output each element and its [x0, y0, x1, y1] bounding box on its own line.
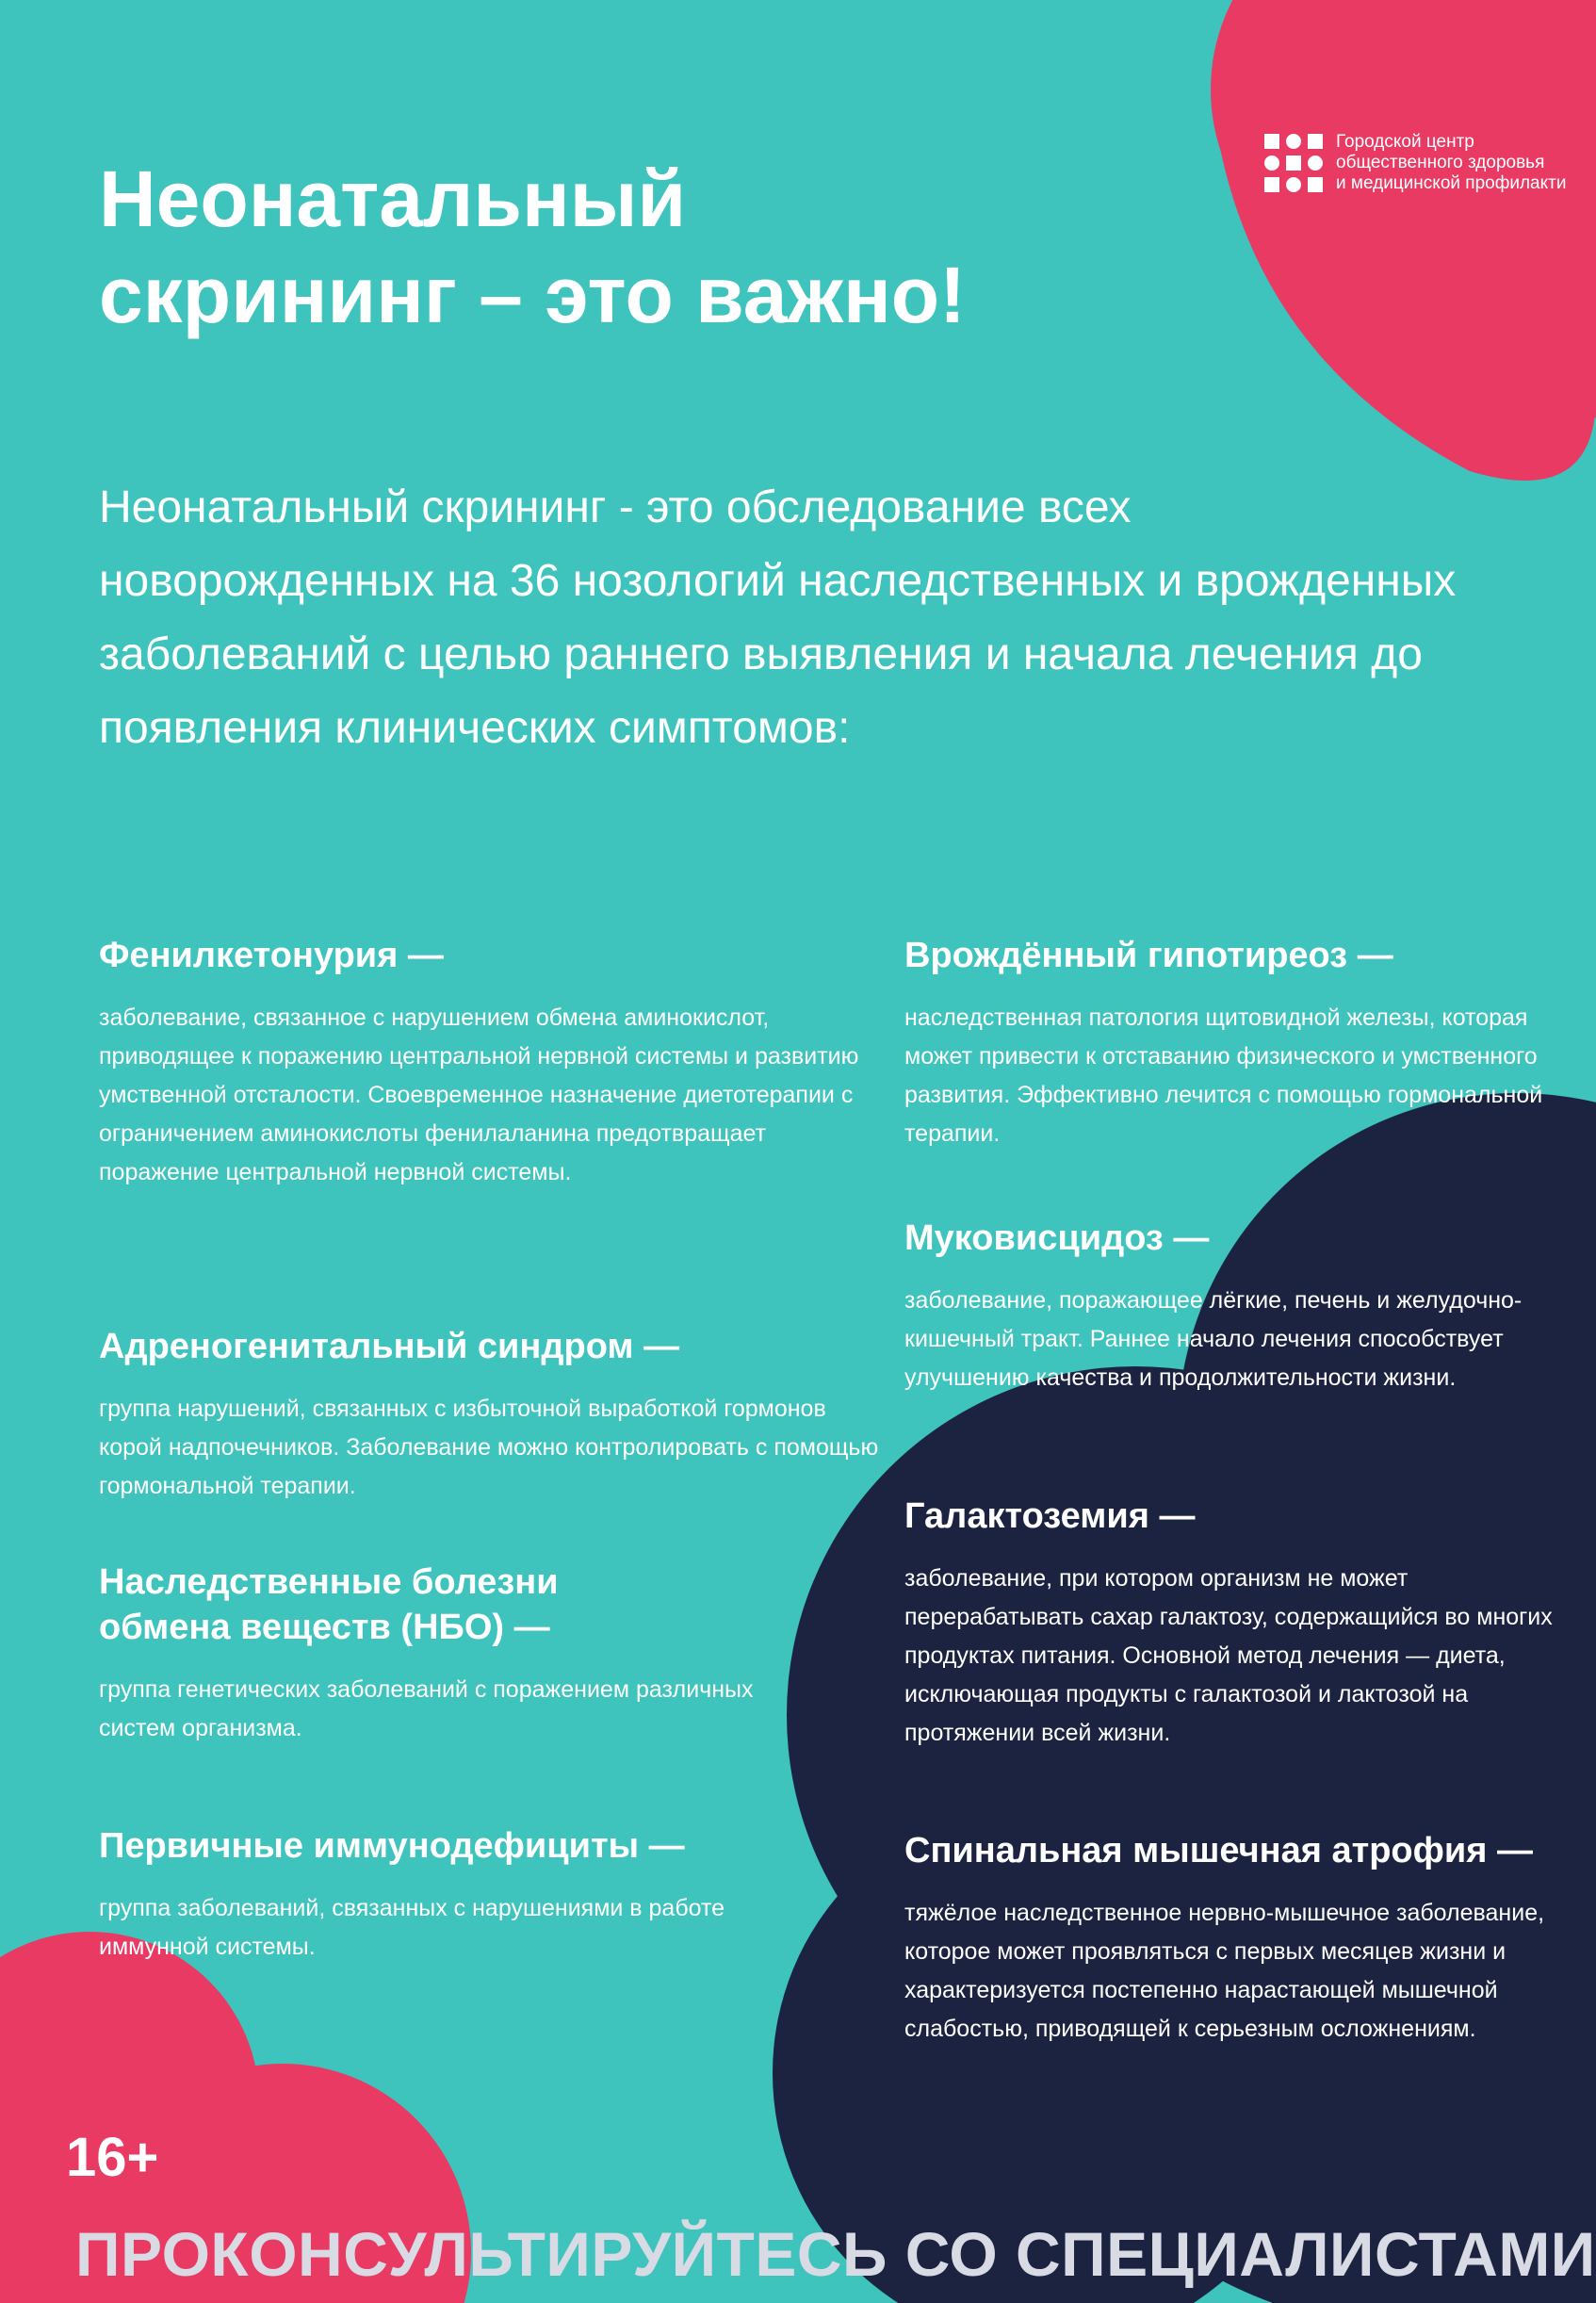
- city-center-logo-icon: [1262, 132, 1325, 194]
- disease-item-phenylketonuria: [99, 933, 881, 1192]
- disease-heading: Спинальная мышечная атрофия —: [904, 1831, 1533, 1870]
- disease-item-hypothyroidism: [904, 933, 1592, 1153]
- disease-item-galactosemia: [904, 1494, 1592, 1753]
- disease-heading: Галактоземия —: [904, 1496, 1196, 1536]
- page-title: [99, 151, 966, 343]
- disease-heading: Муковисцидоз —: [904, 1218, 1210, 1258]
- disease-item-nbo: [99, 1560, 754, 1748]
- disease-item-cystic-fibrosis: [904, 1216, 1592, 1397]
- age-rating: 16+: [66, 2127, 159, 2188]
- organization-logo: [1262, 132, 1566, 194]
- logo-line-1: Городской центр: [1336, 132, 1474, 152]
- title-line-2: скрининг – это важно!: [99, 251, 966, 339]
- logo-text: [1336, 132, 1566, 194]
- disease-item-adrenogenital: [99, 1324, 881, 1506]
- logo-line-2: общественного здоровья: [1336, 153, 1545, 172]
- title-line-1: Неонатальный: [99, 155, 687, 243]
- disease-item-sma: [904, 1828, 1592, 2049]
- disease-heading: Фенилкетонурия —: [99, 936, 444, 975]
- disease-description: наследственная патология щитовидной железы, которая может привести к отставанию физического и умственного развития. Эффективно лечится с помощью гормональной терапии.: [904, 1004, 1543, 1147]
- disease-heading: Первичные иммунодефициты —: [99, 1826, 685, 1866]
- disease-heading: Врождённый гипотиреоз —: [904, 936, 1393, 975]
- disease-description: заболевание, связанное с нарушением обмена аминокислот, приводящее к поражению центральной нервной системы и развитию умственной отсталости. Своевременное назначение диетотерапии с ограничением аминокислоты фенилаланина предотвращает поражение центральной нервной системы.: [99, 1004, 859, 1185]
- logo-line-3: и медицинской профилакти: [1336, 173, 1567, 193]
- disease-description: заболевание, поражающее лёгкие, печень и желудочно-кишечный тракт. Раннее начало лечения способствует улучшению качества и продолжительности жизни.: [904, 1287, 1523, 1391]
- disease-description: группа генетических заболеваний с поражением различных систем организма.: [99, 1676, 754, 1741]
- disease-heading: Адреногенитальный синдром —: [99, 1327, 680, 1366]
- disease-item-immunodeficiency: [99, 1823, 881, 1967]
- disease-description: заболевание, при котором организм не может перерабатывать сахар галактозу, содержащийся во многих продуктах питания. Основной метод лечения — диета, исключающая продукты с галактозой и лактозой на протяжении всей жизни.: [904, 1565, 1553, 1746]
- disease-description: группа заболеваний, связанных с нарушениями в работе иммунной системы.: [99, 1895, 725, 1960]
- intro-paragraph: Неонатальный скрининг - это обследование всех новорожденных на 36 нозологий наследственных и врожденных заболеваний с целью раннего выявления и начала лечения до появления клинических симптомов:: [99, 482, 1457, 753]
- pink-heart-blob-top: [1211, 0, 1596, 481]
- disease-heading: Наследственные болезни обмена веществ (НБО) —: [99, 1562, 559, 1647]
- disease-description: группа нарушений, связанных с избыточной выработкой гормонов корой надпочечников. Заболевание можно контролировать с помощью гормональной терапии.: [99, 1396, 879, 1499]
- footer-call-to-action: ПРОКОНСУЛЬТИРУЙТЕСЬ СО СПЕЦИАЛИСТАМИ: [75, 2219, 1596, 2289]
- disease-description: тяжёлое наследственное нервно-мышечное заболевание, которое может проявляться с первых месяцев жизни и характеризуется постепенно нарастающей мышечной слабостью, приводящей к серьезным осложнениям.: [904, 1900, 1545, 2042]
